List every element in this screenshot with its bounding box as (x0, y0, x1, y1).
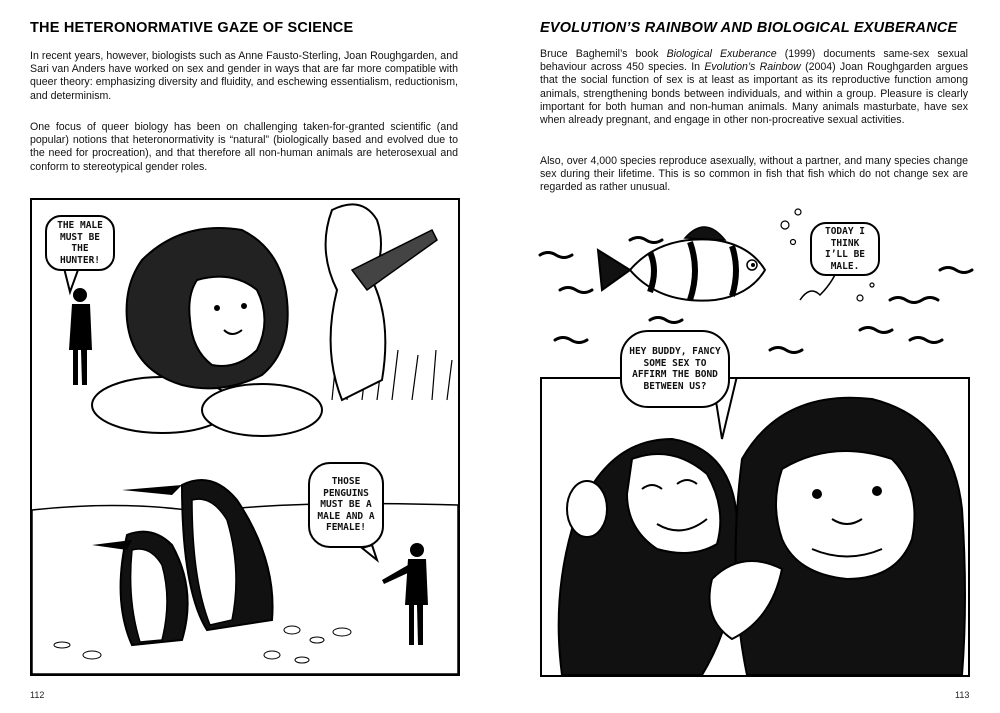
lion-face (189, 277, 264, 366)
right-paragraph-2: Also, over 4,000 species reproduce asexually, without a partner, and many species change sex during their lifetime. This is so common in fish that fish which do not change sex are regarded as rather unusual. (540, 155, 968, 194)
left-paragraph-1: In recent years, however, biologists such as Anne Fausto-Sterling, Joan Roughgarden, and Sari van Anders have worked on sex and gender in ways that are far more compatible with queer theory: emphasizing diversity and fluidity, and eschewing essentialism, reductionism, and determinism. (30, 50, 458, 102)
fish-illustration (500, 0, 1000, 400)
left-paragraph-2: One focus of queer biology has been on challenging taken-for-granted scientific (and popular) notions that heteronormativity is “natural” (biologically based and evolved due to the need for procreation), and that therefore all non-human animals are heterosexual and conform to stereotypical gender roles. (30, 121, 458, 173)
right-page (500, 0, 1000, 713)
lion-penguin-illustration (32, 200, 458, 674)
book-title-biological-exuberance: Biological Exuberance (666, 48, 777, 60)
speech-bubble-chimp: HEY BUDDY, FANCY SOME SEX TO AFFIRM THE BOND BETWEEN US? (620, 330, 730, 408)
lion-penguin-panel (30, 198, 460, 676)
bubble-tail-lion (64, 268, 78, 292)
right-paragraph-1: Bruce Baghemil’s book Biological Exuberance (1999) documents same-sex sexual behaviour across 450 species. In Evolution’s Rainbow (2004) Joan Roughgarden argues that the social function of sex is at least as important as its reproductive function among animals, strengthening bonds between individuals, and within a group. Pleasure is clearly important for both human and non-human animals. Many animals masturbate, have sex when already pregnant, and engage in other non-procreative sexual activities. (540, 48, 968, 127)
lion-eye (214, 305, 220, 311)
right-page-heading: EVOLUTION’S RAINBOW AND BIOLOGICAL EXUBERANCE (540, 20, 958, 36)
page-number-left: 112 (30, 690, 45, 700)
right-chimp-eye (812, 489, 822, 499)
book-title-evolutions-rainbow: Evolution’s Rainbow (704, 61, 801, 74)
right-chimp-face (776, 451, 915, 579)
right-chimp-eye (872, 486, 882, 496)
clownfish-tail (598, 250, 630, 290)
clownfish-pupil (751, 263, 755, 267)
speech-bubble-lion: THE MALE MUST BE THE HUNTER! (45, 215, 115, 271)
left-page-heading: THE HETERONORMATIVE GAZE OF SCIENCE (30, 20, 354, 36)
clownfish-fin (685, 227, 725, 240)
chimpanzee-illustration (542, 379, 968, 675)
chimpanzee-panel (540, 377, 970, 677)
lioness-body (326, 204, 386, 400)
lion-eye (241, 303, 247, 309)
man-silhouette-top (69, 288, 92, 385)
left-chimp-ear (567, 481, 607, 537)
rock-shape (202, 384, 322, 436)
speech-bubble-fish: TODAY I THINK I’LL BE MALE. (810, 222, 880, 276)
speech-bubble-penguins: THOSE PENGUINS MUST BE A MALE AND A FEMALE! (308, 462, 384, 548)
page-number-right: 113 (955, 690, 970, 700)
